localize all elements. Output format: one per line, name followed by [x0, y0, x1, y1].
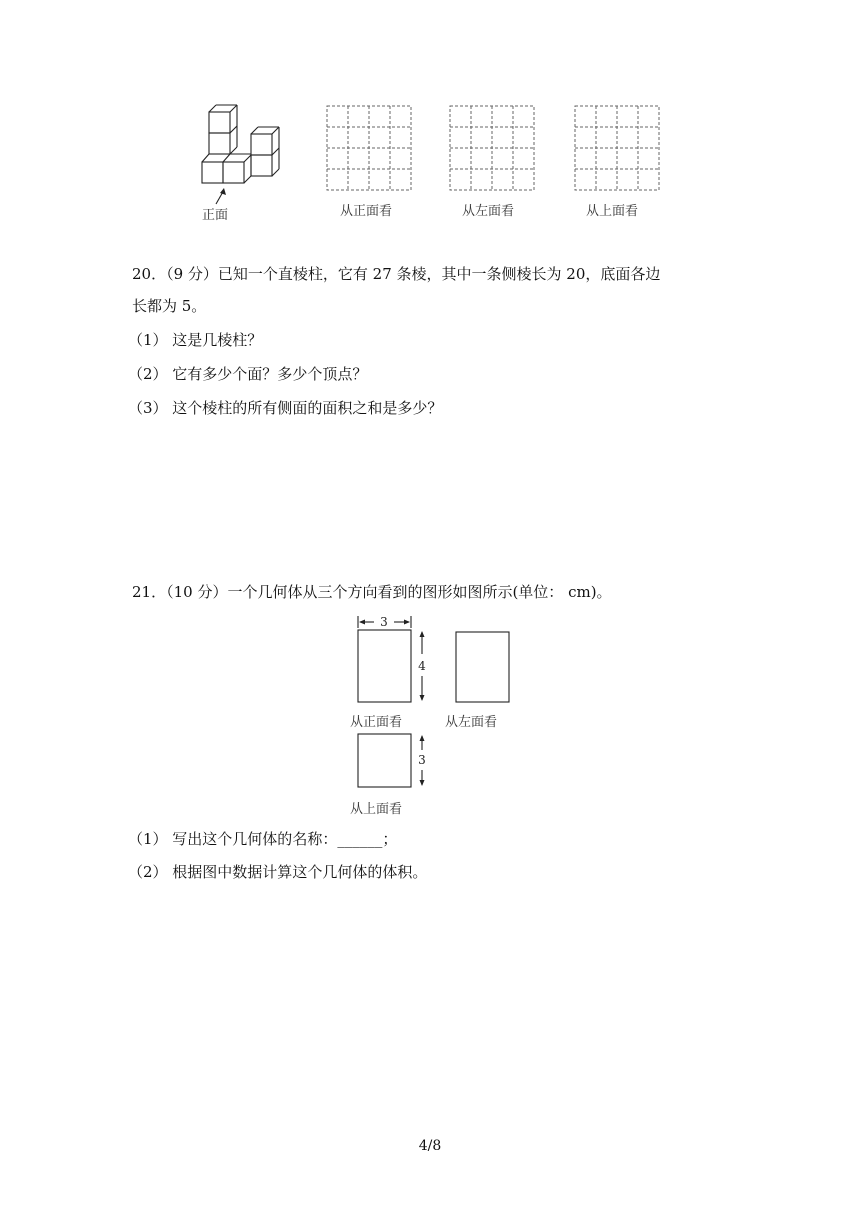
q21-left-caption: 从左面看: [445, 715, 498, 730]
q21-front-caption: 从正面看: [350, 715, 403, 730]
q20-stem-line2: 长都为 5。: [132, 297, 207, 315]
front-width-label: 3: [380, 615, 388, 629]
cube-stack-figure: [196, 100, 286, 210]
front-marker-caption: 正面: [202, 208, 229, 223]
q21-item-1: （1） 写出这个几何体的名称：______；: [128, 830, 398, 848]
grid-front-caption: 从正面看: [340, 204, 393, 219]
grid-left-view: [449, 105, 535, 191]
q20-stem-line1: 20．（9 分）已知一个直棱柱，它有 27 条棱，其中一条侧棱长为 20，底面各边: [132, 265, 661, 283]
q20-item-3: （3） 这个棱柱的所有侧面的面积之和是多少？: [128, 399, 443, 417]
q21-top-caption: 从上面看: [350, 802, 403, 817]
front-height-label: 4: [418, 659, 426, 673]
q20-item-1: （1） 这是几棱柱？: [128, 331, 263, 349]
q21-stem: 21．（10 分）一个几何体从三个方向看到的图形如图所示(单位： cm)。: [132, 583, 612, 601]
grid-top-caption: 从上面看: [586, 204, 639, 219]
q21-front-view: [350, 614, 440, 706]
q20-item-2: （2） 它有多少个面？多少个顶点？: [128, 365, 368, 383]
grid-left-caption: 从左面看: [462, 204, 515, 219]
q21-left-view: [454, 630, 512, 704]
grid-front-view: [326, 105, 412, 191]
q21-top-view: [350, 732, 440, 790]
top-depth-label: 3: [418, 753, 426, 767]
grid-top-view: [574, 105, 660, 191]
q21-item-2: （2） 根据图中数据计算这个几何体的体积。: [128, 863, 428, 881]
page-number: 4/8: [418, 1138, 442, 1154]
